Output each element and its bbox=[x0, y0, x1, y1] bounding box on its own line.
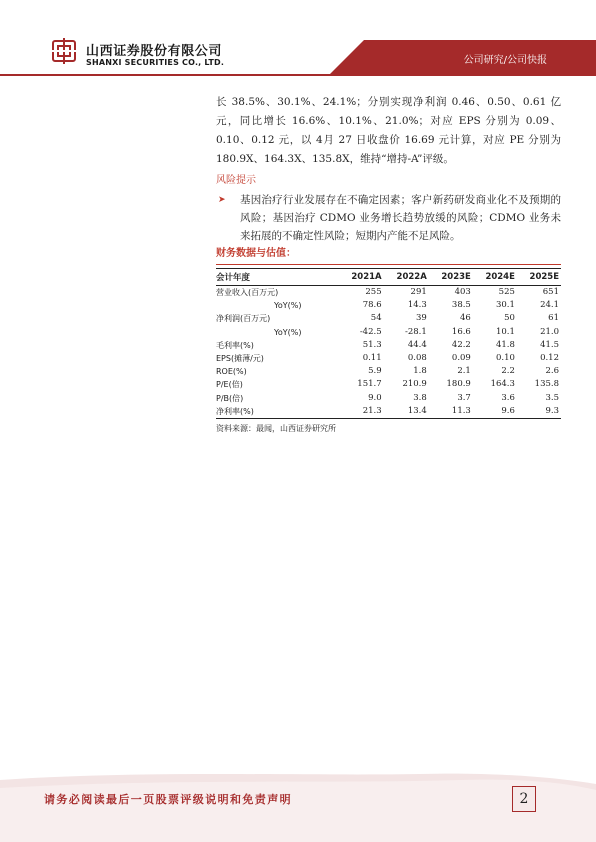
page-header bbox=[0, 0, 596, 80]
table-cell: 1.8 bbox=[413, 366, 427, 377]
table-row bbox=[216, 312, 561, 325]
table-cell: 21.0 bbox=[540, 326, 559, 337]
table-cell: 21.3 bbox=[338, 405, 383, 419]
table-cell: -28.1 bbox=[404, 326, 427, 337]
data-source-note: 资料来源：最闻，山西证券研究所 bbox=[216, 423, 336, 433]
table-cell: 164.3 bbox=[490, 379, 515, 390]
bullet-arrow-icon: ➤ bbox=[218, 195, 226, 205]
table-cell: 180.9 bbox=[446, 379, 471, 390]
shanxi-securities-logo-icon bbox=[52, 38, 76, 64]
table-cell: 3.6 bbox=[501, 392, 515, 403]
table-row bbox=[216, 405, 561, 419]
row-label: 营业收入(百万元) bbox=[216, 288, 279, 298]
main-content bbox=[216, 93, 561, 434]
col-header-year: 会计年度 bbox=[216, 269, 338, 286]
table-cell: 78.6 bbox=[362, 300, 382, 311]
table-cell: 5.9 bbox=[368, 366, 382, 377]
table-cell: 44.4 bbox=[407, 339, 427, 350]
table-row bbox=[216, 378, 561, 391]
row-label: P/E(倍) bbox=[216, 380, 243, 390]
table-cell: 210.9 bbox=[402, 379, 427, 390]
table-cell: 9.3 bbox=[517, 405, 561, 419]
row-label: ROE(%) bbox=[216, 367, 247, 377]
intro-paragraph: 长 38.5%、30.1%、24.1%；分别实现净利润 0.46、0.50、0.61 亿元，同比增长 16.6%、10.1%、21.0%；对应 EPS 分别为 0.09、0.10、0.12 元，以 4月 27 日收盘价 16.69 元计算，对应 PE 分别为 180.9X、164.3X、135.8X，维持“增持-A”评级。 bbox=[216, 96, 561, 165]
col-header-2022a: 2022A bbox=[384, 269, 429, 286]
table-cell: 38.5 bbox=[451, 300, 471, 311]
table-row bbox=[216, 286, 561, 300]
table-cell: 255 bbox=[365, 287, 382, 298]
col-header-2025e: 2025E bbox=[517, 269, 561, 286]
col-header-2021a: 2021A bbox=[338, 269, 383, 286]
table-row bbox=[216, 326, 561, 339]
table-cell: 2.1 bbox=[457, 366, 471, 377]
table-cell: 10.1 bbox=[495, 326, 515, 337]
row-label: 净利率(%) bbox=[216, 405, 338, 419]
table-cell: 9.0 bbox=[368, 392, 382, 403]
table-cell: 135.8 bbox=[534, 379, 559, 390]
table-cell: 54 bbox=[370, 313, 382, 324]
table-cell: 651 bbox=[542, 287, 559, 298]
col-header-2023e: 2023E bbox=[429, 269, 473, 286]
table-cell: 0.11 bbox=[362, 353, 382, 364]
table-cell: 24.1 bbox=[540, 300, 559, 311]
row-label: 净利润(百万元) bbox=[216, 314, 271, 324]
table-row bbox=[216, 365, 561, 378]
table-header-row bbox=[216, 269, 561, 286]
financial-table bbox=[216, 268, 561, 419]
table-cell: 0.08 bbox=[407, 353, 427, 364]
risk-section-title: 风险提示 bbox=[216, 175, 256, 186]
table-cell: 0.10 bbox=[495, 353, 515, 364]
table-cell: 525 bbox=[498, 287, 515, 298]
table-cell: 16.6 bbox=[451, 326, 471, 337]
table-row bbox=[216, 299, 561, 312]
table-cell: 151.7 bbox=[357, 379, 382, 390]
company-name-en: SHANXI SECURITIES CO., LTD. bbox=[86, 58, 225, 67]
table-cell: 50 bbox=[504, 313, 515, 324]
table-cell: 2.6 bbox=[545, 366, 559, 377]
table-cell: 291 bbox=[410, 287, 427, 298]
table-cell: -42.5 bbox=[359, 326, 382, 337]
table-cell: 30.1 bbox=[495, 300, 515, 311]
table-cell: 9.6 bbox=[473, 405, 517, 419]
table-cell: 11.3 bbox=[429, 405, 473, 419]
table-cell: 3.7 bbox=[457, 392, 471, 403]
table-cell: 39 bbox=[415, 313, 427, 324]
row-label: YoY(%) bbox=[274, 327, 302, 337]
risk-text: 基因治疗行业发展存在不确定因素；客户新药研发商业化不及预期的风险；基因治疗 CDMO 业务增长趋势放缓的风险；CDMO 业务未来拓展的不确定性风险；短期内产能不足风险。 bbox=[240, 194, 561, 242]
risk-item bbox=[216, 191, 561, 245]
row-label: EPS(摊薄/元) bbox=[216, 354, 264, 364]
table-cell: 13.4 bbox=[384, 405, 429, 419]
header-rule bbox=[0, 74, 596, 76]
table-cell: 51.3 bbox=[362, 339, 382, 350]
row-label: YoY(%) bbox=[274, 301, 302, 311]
col-header-2024e: 2024E bbox=[473, 269, 517, 286]
table-cell: 3.8 bbox=[413, 392, 427, 403]
company-name-cn: 山西证券股份有限公司 bbox=[86, 44, 223, 59]
table-row bbox=[216, 339, 561, 352]
table-cell: 41.5 bbox=[540, 339, 559, 350]
table-body bbox=[216, 286, 561, 419]
table-cell: 2.2 bbox=[501, 366, 515, 377]
report-type-label: 公司研究/公司快报 bbox=[463, 55, 547, 66]
row-label: 毛利率(%) bbox=[216, 340, 254, 350]
table-cell: 403 bbox=[454, 287, 471, 298]
table-cell: 46 bbox=[460, 313, 471, 324]
footer-disclaimer: 请务必阅读最后一页股票评级说明和免责声明 bbox=[44, 793, 292, 806]
row-label: P/B(倍) bbox=[216, 393, 244, 403]
table-cell: 3.5 bbox=[545, 392, 559, 403]
table-title: 财务数据与估值： bbox=[216, 247, 561, 265]
table-cell: 61 bbox=[548, 313, 559, 324]
table-cell: 0.12 bbox=[540, 353, 559, 364]
table-row bbox=[216, 352, 561, 365]
page-number: 2 bbox=[512, 786, 536, 812]
table-cell: 41.8 bbox=[495, 339, 515, 350]
table-cell: 0.09 bbox=[451, 353, 471, 364]
table-row bbox=[216, 392, 561, 405]
table-cell: 14.3 bbox=[407, 300, 427, 311]
table-cell: 42.2 bbox=[451, 339, 471, 350]
